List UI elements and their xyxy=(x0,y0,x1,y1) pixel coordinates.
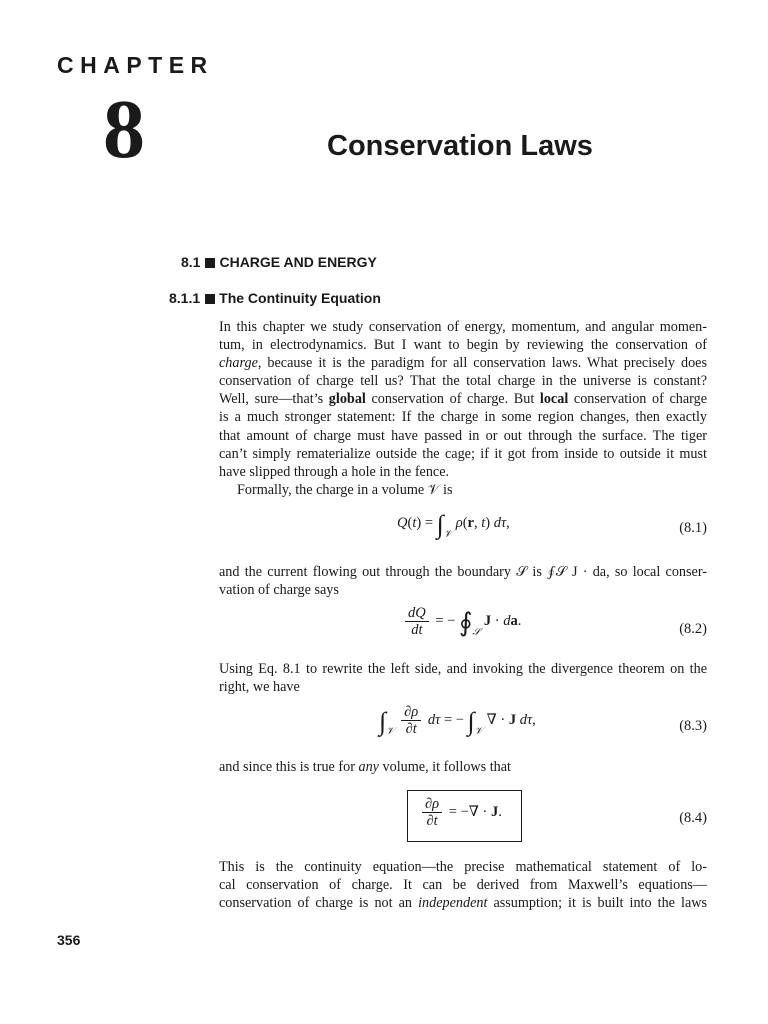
section-number: 8.1 xyxy=(181,254,201,270)
equation-body: $\frac{\partial\rho}{\partial t}$ = −∇ · J. xyxy=(419,796,502,829)
chapter-number: 8 xyxy=(103,83,145,176)
equation-number: (8.2) xyxy=(679,621,707,637)
text-line: conservation of charge is not an independent assumption; it is built into the laws xyxy=(219,895,708,912)
section-heading-8-1-1 xyxy=(169,290,381,306)
equation-8-1 xyxy=(219,508,707,548)
text-line: and the current flowing out through the boundary 𝒮 is ∮𝒮 J · da, so local conser- xyxy=(219,564,707,580)
equation-8-4 xyxy=(219,790,707,846)
section-heading-8-1 xyxy=(181,254,377,270)
text-line: charge, because it is the paradigm for all conservation laws. What precisely does xyxy=(219,355,707,372)
chapter-title: Conservation Laws xyxy=(327,130,593,162)
text-line: In this chapter we study conservation of energy, momentum, and angular momen- xyxy=(219,319,707,335)
equation-body: $Q(t) = \int_𝒱$ ρ(r, t) dτ, xyxy=(397,510,510,540)
equation-8-2 xyxy=(219,605,707,645)
text-line: cal conservation of charge. It can be derived from Maxwell’s equations— xyxy=(219,877,707,894)
text-line: vation of charge says xyxy=(219,582,339,599)
text-line: Using Eq. 8.1 to rewrite the left side, and invoking the divergence theorem on the xyxy=(219,661,707,677)
subsection-number: 8.1.1 xyxy=(169,290,201,306)
text-line: tum, in electrodynamics. But I want to begin by reviewing the conservation of xyxy=(219,337,707,354)
text-line: is a much stronger statement: If the charge in some region changes, then exactly xyxy=(219,409,707,426)
equation-number: (8.3) xyxy=(679,718,707,734)
text-line: can’t simply rematerialize outside the cage; if it got from inside to outside it must xyxy=(219,445,707,462)
subsection-title: The Continuity Equation xyxy=(219,290,381,306)
paragraph-divergence xyxy=(219,660,707,696)
paragraph-any-volume xyxy=(219,758,707,776)
chapter-label: CHAPTER xyxy=(57,52,214,78)
equation-number: (8.1) xyxy=(679,520,707,536)
text-line: that amount of charge must have passed in or out through the surface. The tiger xyxy=(219,427,707,444)
equation-body: $\frac{dQ}{dt}$ = − $∮_𝒮$ J · da. xyxy=(402,605,521,638)
text-line: conservation of charge tell us? That the total charge in the universe is constant? xyxy=(219,373,707,390)
paragraph-intro xyxy=(219,318,707,499)
square-bullet-icon xyxy=(205,294,215,304)
equation-number: (8.4) xyxy=(679,810,707,826)
text-line: and since this is true for any volume, it follows that xyxy=(219,759,511,775)
equation-8-3 xyxy=(219,704,707,744)
square-bullet-icon xyxy=(205,258,215,268)
equation-body: $\int_𝒱$ $\frac{\partial\rho}{\partial t}$ dτ = − $\int_𝒱$ ∇ · J dτ, xyxy=(379,704,536,737)
text-line: right, we have xyxy=(219,679,300,696)
paragraph-current xyxy=(219,563,707,599)
paragraph-continuity xyxy=(219,858,707,912)
text-line: have slipped through a hole in the fence. xyxy=(219,463,450,480)
page-number: 356 xyxy=(57,932,81,948)
text-line: Well, sure—that’s global conservation of charge. But local conservation of charge xyxy=(219,391,707,408)
text-line: This is the continuity equation—the precise mathematical statement of lo- xyxy=(219,859,707,875)
text-line: Formally, the charge in a volume 𝒱 is xyxy=(237,481,453,498)
section-title: CHARGE AND ENERGY xyxy=(219,254,377,270)
